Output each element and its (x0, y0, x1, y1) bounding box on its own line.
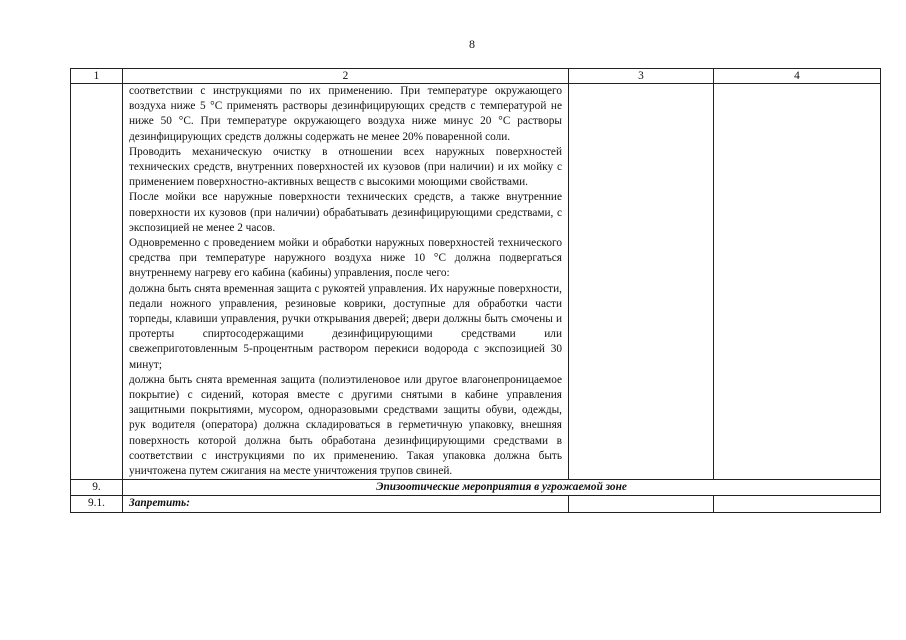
paragraph-disinfectant-temperature: соответствии с инструкциями по их применению. При температуре окружающего воздуха ниже 5 °С применять растворы дезинфицирующих средств с температурой не ниже 50 °С. При температуре окружающего воздуха ниже минус 20 °С растворы дезинфицирующих средств должны содержать не менее 20% поваренной соли. (129, 85, 562, 143)
paragraph-cabin-heating: Одновременно с проведением мойки и обработки наружных поверхностей технического средства при температуре наружного воздуха ниже 10 °С должна подвергаться внутреннему нагреву его кабина (кабины) управления, после чего: (129, 237, 562, 280)
column-4-cell (714, 84, 881, 480)
table-header-row (71, 69, 881, 84)
column-3-cell (569, 84, 714, 480)
row-number-cell (71, 84, 123, 480)
page-number: 8 (469, 37, 475, 51)
paragraph-after-washing: После мойки все наружные поверхности технических средств, а также внутренние поверхности их кузовов (при наличии) обрабатывать дезинфицирующими средствами, с экспозицией не менее 2 часов. (129, 191, 562, 234)
column-header-2: 2 (123, 69, 569, 84)
section-number: 9. (71, 480, 123, 496)
table-row-section-9 (71, 480, 881, 496)
subsection-column-4-cell (714, 496, 881, 512)
column-header-4: 4 (714, 69, 881, 84)
paragraph-control-handles: должна быть снята временная защита с рукоятей управления. Их наружные поверхности, педали ножного управления, резиновые коврики, доступные для обработки части торпеды, клавиши управления, ручки открывания дверей; двери должны быть смочены и протерты спиртосодержащими дезинфицирующими средствами или свежеприготовленным 5-процентным раствором перекиси водорода с экспозицией 30 минут; (129, 282, 562, 371)
measures-text-cell (123, 84, 569, 480)
measures-table (70, 68, 881, 513)
section-title: Эпизоотические мероприятия в угрожаемой зоне (123, 480, 881, 496)
column-header-1: 1 (71, 69, 123, 84)
table-row-continuation (71, 84, 881, 480)
subsection-number: 9.1. (71, 496, 123, 512)
paragraph-seat-covers: должна быть снята временная защита (полиэтиленовое или другое влагонепроницаемое покрытие) с сидений, которая вместе с другими снятыми в кабине управления защитными покрытиями, мусором, одноразовыми средствами защиты обуви, одежды, рук водителя (оператора) должна складироваться в герметичную упаковку, внешняя поверхность которой должна быть обработана дезинфицирующими средствами в соответствии с инструкциями по их применению. Такая упаковка должна быть уничтожена путем сжигания на месте уничтожения трупов свиней. (129, 373, 562, 478)
paragraph-mechanical-cleaning: Проводить механическую очистку в отношении всех наружных поверхностей технических средств, внутренних поверхностей их кузовов (при наличии) и их мойку с применением поверхностно-активных веществ с высокими моющими свойствами. (129, 145, 562, 189)
subsection-column-3-cell (569, 496, 714, 512)
column-header-3: 3 (569, 69, 714, 84)
subsection-text: Запретить: (123, 496, 569, 512)
table-row-9-1 (71, 496, 881, 512)
